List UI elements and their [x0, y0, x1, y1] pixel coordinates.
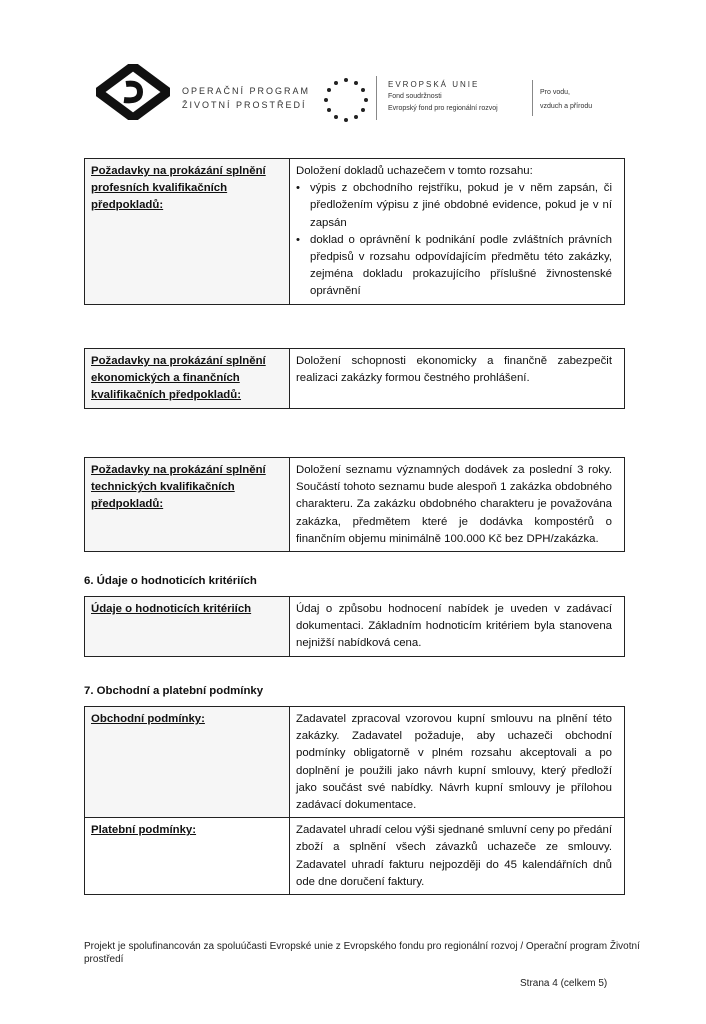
- op-zp-logo-icon: [96, 64, 170, 120]
- footer-note: Projekt je spolufinancován za spoluúčasti Evropské unie z Evropského fondu pro regionální rozvoj / Operační program Životní prostředí: [84, 941, 640, 965]
- section-heading-6: 6. Údaje o hodnoticích kritériích: [84, 575, 257, 587]
- row-label: Platební podmínky:: [85, 818, 290, 895]
- table-row: [85, 707, 625, 818]
- row-label: Obchodní podmínky:: [85, 707, 290, 818]
- row-value: Doložení dokladů uchazečem v tomto rozsahu: • výpis z obchodního rejstříku, pokud je v něm zapsán, či předložením výpisu z jiné obdobné evidence, pokud je v ní zapsán • doklad o oprávnění k podnikání podle zvláštních právních předpisů v rozsahu odpovídajícím předmětu této zakázky, zejména dokladu prokazujícího příslušné živnostenské oprávnění: [290, 159, 625, 305]
- page-number: Strana 4 (celkem 5): [520, 978, 608, 989]
- list-item: • doklad o oprávnění k podnikání podle zvláštních právních předpisů v rozsahu odpovídajícím předmětu této zakázky, zejména dokladu prokazujícího příslušné živnostenské oprávnění: [296, 232, 612, 301]
- list-item: • výpis z obchodního rejstříku, pokud je v něm zapsán, či předložením výpisu z jiné obdobné evidence, pokud je v ní zapsán: [296, 180, 612, 232]
- table-row: [85, 349, 625, 409]
- header-divider: [376, 76, 377, 120]
- table-evaluation-criteria: [84, 596, 625, 657]
- row-label: Požadavky na prokázání splnění profesních kvalifikačních předpokladů:: [85, 159, 290, 305]
- row-label: Požadavky na prokázání splnění technických kvalifikačních předpokladů:: [85, 458, 290, 552]
- table-commercial-terms: [84, 706, 625, 895]
- eu-funds-text: EVROPSKÁ UNIE Fond soudržnosti Evropský fond pro regionální rozvoj: [388, 80, 498, 112]
- table-row: [85, 458, 625, 552]
- table-professional-requirements: [84, 158, 625, 305]
- row-label: Údaje o hodnoticích kritériích: [85, 597, 290, 657]
- section-heading-7: 7. Obchodní a platební podmínky: [84, 685, 264, 697]
- table-economic-requirements: [84, 348, 625, 409]
- program-title: OPERAČNÍ PROGRAM ŽIVOTNÍ PROSTŘEDÍ: [182, 86, 311, 110]
- row-value: Údaj o způsobu hodnocení nabídek je uveden v zadávací dokumentaci. Základním hodnoticím kritériem byla stanovena nejnižší nabídková cena.: [290, 597, 625, 657]
- table-row: [85, 818, 625, 895]
- table-technical-requirements: [84, 457, 625, 552]
- motto-text: Pro vodu, vzduch a přírodu: [540, 89, 593, 110]
- table-row: [85, 159, 625, 305]
- row-value: Zadavatel uhradí celou výši sjednané smluvní ceny po předání zboží a splnění všech závazků uchazeče ze smlouvy. Zadavatel uhradí fakturu nejpozději do 45 kalendářních dnů ode dne doručení faktury.: [290, 818, 625, 895]
- row-label: Požadavky na prokázání splnění ekonomických a finančních kvalifikačních předpokladů:: [85, 349, 290, 409]
- page-header: [0, 0, 706, 140]
- eu-stars-icon: [318, 72, 374, 128]
- table-row: [85, 597, 625, 657]
- row-value: Doložení seznamu významných dodávek za poslední 3 roky. Součástí tohoto seznamu bude alespoň 1 zakázka obdobného charakteru. Za zakázku obdobného charakteru je považována zakázka, předmětem které je dodávka kompostérů o finančním objemu minimálně 100.000 Kč bez DPH/zakázka.: [290, 458, 625, 552]
- bullet-list: [296, 180, 612, 300]
- row-value: Zadavatel zpracoval vzorovou kupní smlouvu na plnění této zakázky. Zadavatel požaduje, aby uchazeči obchodní podmínky obligatorně v plném rozsahu akceptovali a po doplnění je použili jako návrh kupní smlouvy, který předloží jako součást své nabídky. Návrh kupní smlouvy je přílohou zadávací dokumentace.: [290, 707, 625, 818]
- header-divider: [532, 80, 533, 116]
- row-value: Doložení schopnosti ekonomicky a finančně zabezpečit realizaci zakázky formou čestného prohlášení.: [290, 349, 625, 409]
